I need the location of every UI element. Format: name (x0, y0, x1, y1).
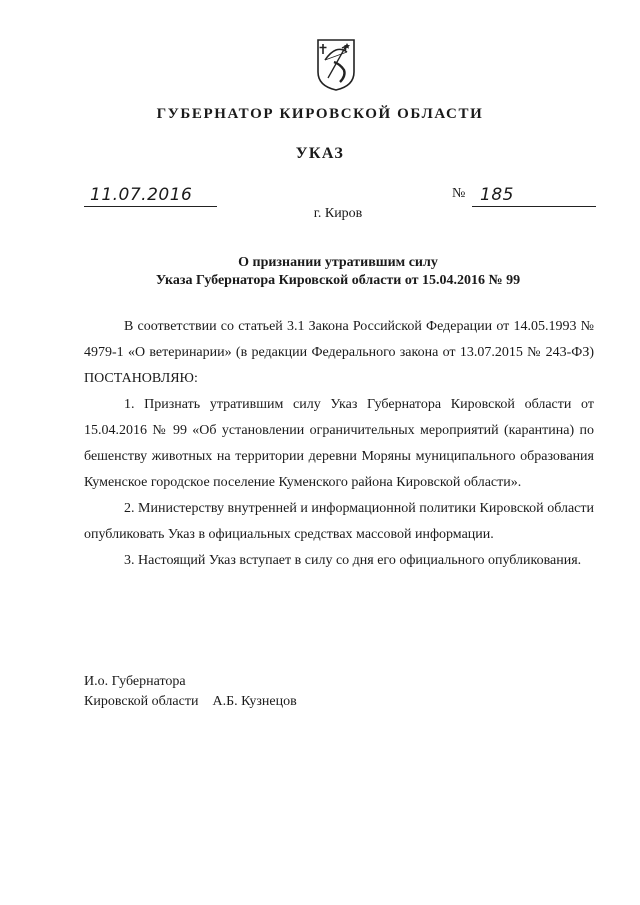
body-paragraph: 1. Признать утратившим силу Указ Губернатора Кировской области от 15.04.2016 № 99 «Об установлении ограничительных мероприятий (карантина) по бешенству животных на территории деревни Моряны муниципального образования Куменское городское поселение Куменского района Кировской области». (84, 397, 594, 490)
date-field (84, 184, 217, 207)
heading-line-1: О признании утратившим силу (238, 255, 438, 270)
number-field (472, 184, 596, 207)
body-paragraph: 2. Министерству внутренней и информационной политики Кировской области опубликовать Указ в официальных средствах массовой информации. (84, 501, 594, 542)
number-label: № (452, 186, 466, 201)
number-value: 185 (480, 185, 514, 205)
signature-position: Кировской области (84, 694, 199, 709)
signature-block (84, 672, 297, 712)
governor-title: ГУБЕРНАТОР КИРОВСКОЙ ОБЛАСТИ (156, 106, 484, 122)
kirov-coat-of-arms-icon (316, 38, 356, 92)
document-body (84, 314, 594, 574)
date-value: 11.07.2016 (90, 185, 193, 205)
signature-line-2 (84, 692, 297, 712)
city: г. Киров (313, 206, 363, 221)
signature-name: А.Б. Кузнецов (212, 694, 297, 709)
body-paragraph: 3. Настоящий Указ вступает в силу со дня его официального опубликования. (124, 553, 582, 568)
body-paragraph: В соответствии со статьей 3.1 Закона Российской Федерации от 14.05.1993 № 4979-1 «О ветеринарии» (в редакции Федерального закона от 13.07.2015 № 243-ФЗ) ПОСТАНОВЛЯЮ: (84, 319, 594, 386)
heading-line-2: Указа Губернатора Кировской области от 15.04.2016 № 99 (155, 273, 521, 288)
document-heading (0, 254, 640, 290)
document-type: УКАЗ (295, 145, 345, 162)
signature-title: И.о. Губернатора (84, 674, 186, 689)
